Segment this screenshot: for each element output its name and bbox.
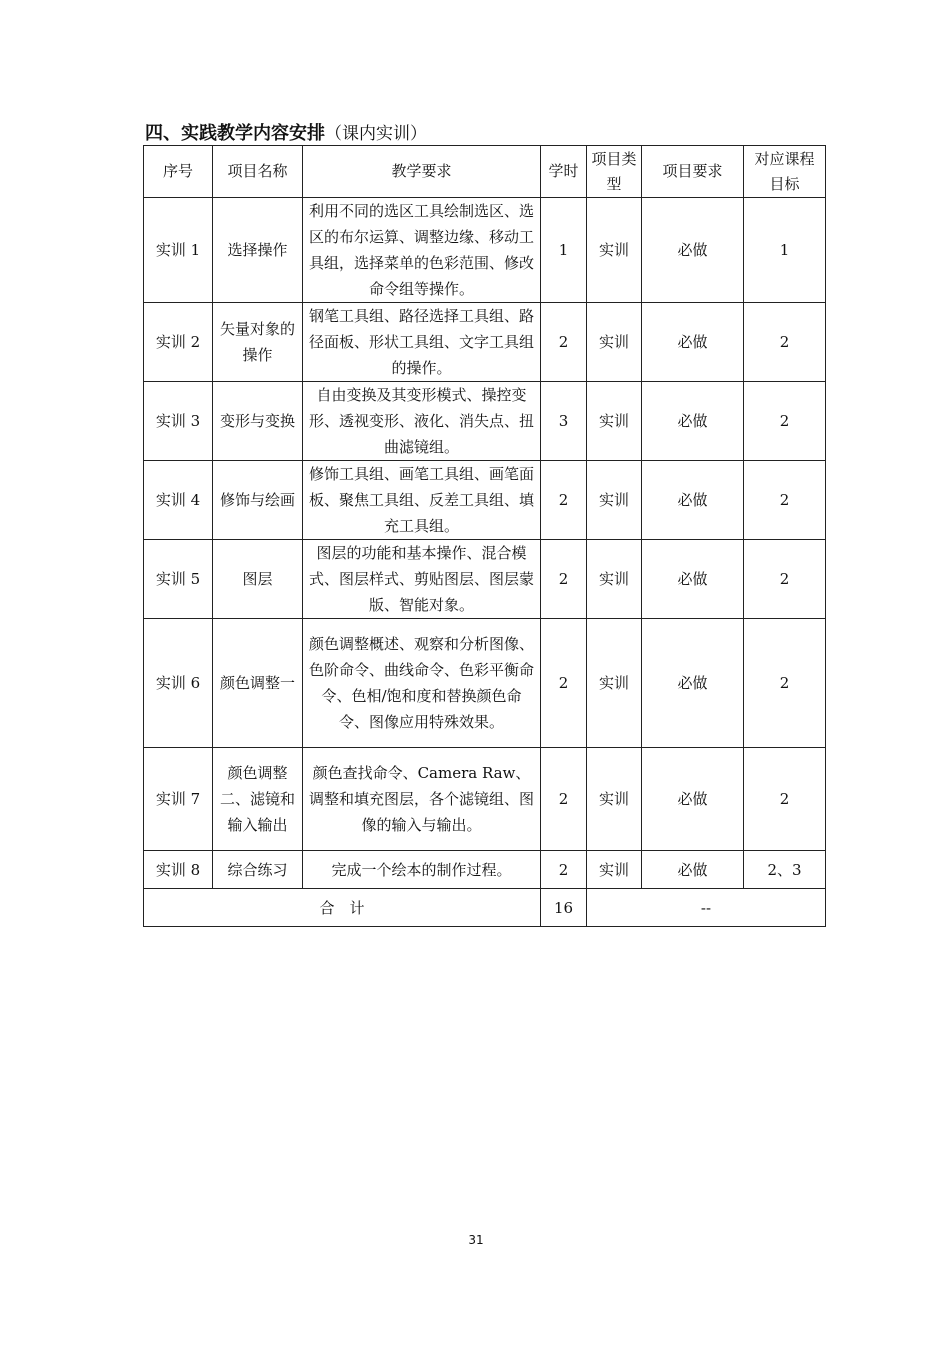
cell-num: 实训 6 xyxy=(144,619,213,748)
header-requirements: 教学要求 xyxy=(303,146,541,198)
cell-project-requirement: 必做 xyxy=(642,851,744,889)
header-name: 项目名称 xyxy=(213,146,303,198)
cell-requirements: 钢笔工具组、路径选择工具组、路径面板、形状工具组、文字工具组的操作。 xyxy=(303,303,541,382)
cell-project-requirement: 必做 xyxy=(642,303,744,382)
section-heading-title: 四、实践教学内容安排 xyxy=(145,123,325,144)
cell-hours: 1 xyxy=(541,198,587,303)
cell-course-target: 2 xyxy=(744,382,826,461)
cell-requirements: 自由变换及其变形模式、操控变形、透视变形、液化、消失点、扭曲滤镜组。 xyxy=(303,382,541,461)
header-num: 序号 xyxy=(144,146,213,198)
cell-hours: 2 xyxy=(541,303,587,382)
cell-num: 实训 1 xyxy=(144,198,213,303)
total-hours: 16 xyxy=(541,889,587,927)
section-heading-note: （课内实训） xyxy=(325,124,427,144)
cell-project-requirement: 必做 xyxy=(642,748,744,851)
practice-schedule-table xyxy=(143,145,826,927)
cell-type: 实训 xyxy=(587,851,642,889)
cell-hours: 2 xyxy=(541,619,587,748)
table-row xyxy=(144,748,826,851)
cell-requirements: 完成一个绘本的制作过程。 xyxy=(303,851,541,889)
cell-type: 实训 xyxy=(587,198,642,303)
cell-requirements: 修饰工具组、画笔工具组、画笔面板、聚焦工具组、反差工具组、填充工具组。 xyxy=(303,461,541,540)
cell-course-target: 2 xyxy=(744,619,826,748)
cell-name: 颜色调整一 xyxy=(213,619,303,748)
cell-type: 实训 xyxy=(587,461,642,540)
section-heading xyxy=(145,119,427,145)
table-row xyxy=(144,198,826,303)
table-row xyxy=(144,303,826,382)
page-number: 31 xyxy=(468,1233,484,1247)
total-label: 合 计 xyxy=(144,889,541,927)
cell-name: 综合练习 xyxy=(213,851,303,889)
cell-name: 图层 xyxy=(213,540,303,619)
cell-requirements: 图层的功能和基本操作、混合模式、图层样式、剪贴图层、图层蒙版、智能对象。 xyxy=(303,540,541,619)
cell-type: 实训 xyxy=(587,303,642,382)
total-rest: -- xyxy=(587,889,826,927)
table-row xyxy=(144,851,826,889)
cell-requirements: 利用不同的选区工具绘制选区、选区的布尔运算、调整边缘、移动工具组，选择菜单的色彩范围、修改命令组等操作。 xyxy=(303,198,541,303)
cell-type: 实训 xyxy=(587,382,642,461)
cell-name: 变形与变换 xyxy=(213,382,303,461)
cell-hours: 2 xyxy=(541,748,587,851)
header-hours: 学时 xyxy=(541,146,587,198)
cell-hours: 2 xyxy=(541,851,587,889)
cell-hours: 2 xyxy=(541,540,587,619)
cell-hours: 2 xyxy=(541,461,587,540)
cell-num: 实训 8 xyxy=(144,851,213,889)
cell-project-requirement: 必做 xyxy=(642,540,744,619)
table-row xyxy=(144,540,826,619)
table-row xyxy=(144,461,826,540)
cell-name: 选择操作 xyxy=(213,198,303,303)
cell-name: 修饰与绘画 xyxy=(213,461,303,540)
cell-project-requirement: 必做 xyxy=(642,461,744,540)
cell-course-target: 2 xyxy=(744,540,826,619)
cell-num: 实训 2 xyxy=(144,303,213,382)
cell-num: 实训 7 xyxy=(144,748,213,851)
table-total-row xyxy=(144,889,826,927)
table-row xyxy=(144,382,826,461)
cell-course-target: 2 xyxy=(744,303,826,382)
cell-type: 实训 xyxy=(587,748,642,851)
cell-num: 实训 4 xyxy=(144,461,213,540)
header-type: 项目类型 xyxy=(587,146,642,198)
header-project-requirement: 项目要求 xyxy=(642,146,744,198)
cell-requirements: 颜色调整概述、观察和分析图像、色阶命令、曲线命令、色彩平衡命令、色相/饱和度和替换颜色命令、图像应用特殊效果。 xyxy=(303,619,541,748)
cell-course-target: 2、3 xyxy=(744,851,826,889)
cell-hours: 3 xyxy=(541,382,587,461)
cell-num: 实训 3 xyxy=(144,382,213,461)
header-course-target: 对应课程目标 xyxy=(744,146,826,198)
cell-requirements: 颜色查找命令、Camera Raw、调整和填充图层，各个滤镜组、图像的输入与输出。 xyxy=(303,748,541,851)
cell-type: 实训 xyxy=(587,619,642,748)
cell-course-target: 2 xyxy=(744,461,826,540)
cell-type: 实训 xyxy=(587,540,642,619)
cell-num: 实训 5 xyxy=(144,540,213,619)
cell-project-requirement: 必做 xyxy=(642,198,744,303)
table-row xyxy=(144,619,826,748)
cell-project-requirement: 必做 xyxy=(642,619,744,748)
cell-course-target: 2 xyxy=(744,748,826,851)
table-header-row xyxy=(144,146,826,198)
cell-project-requirement: 必做 xyxy=(642,382,744,461)
cell-name: 颜色调整二、滤镜和输入输出 xyxy=(213,748,303,851)
cell-name: 矢量对象的操作 xyxy=(213,303,303,382)
cell-course-target: 1 xyxy=(744,198,826,303)
